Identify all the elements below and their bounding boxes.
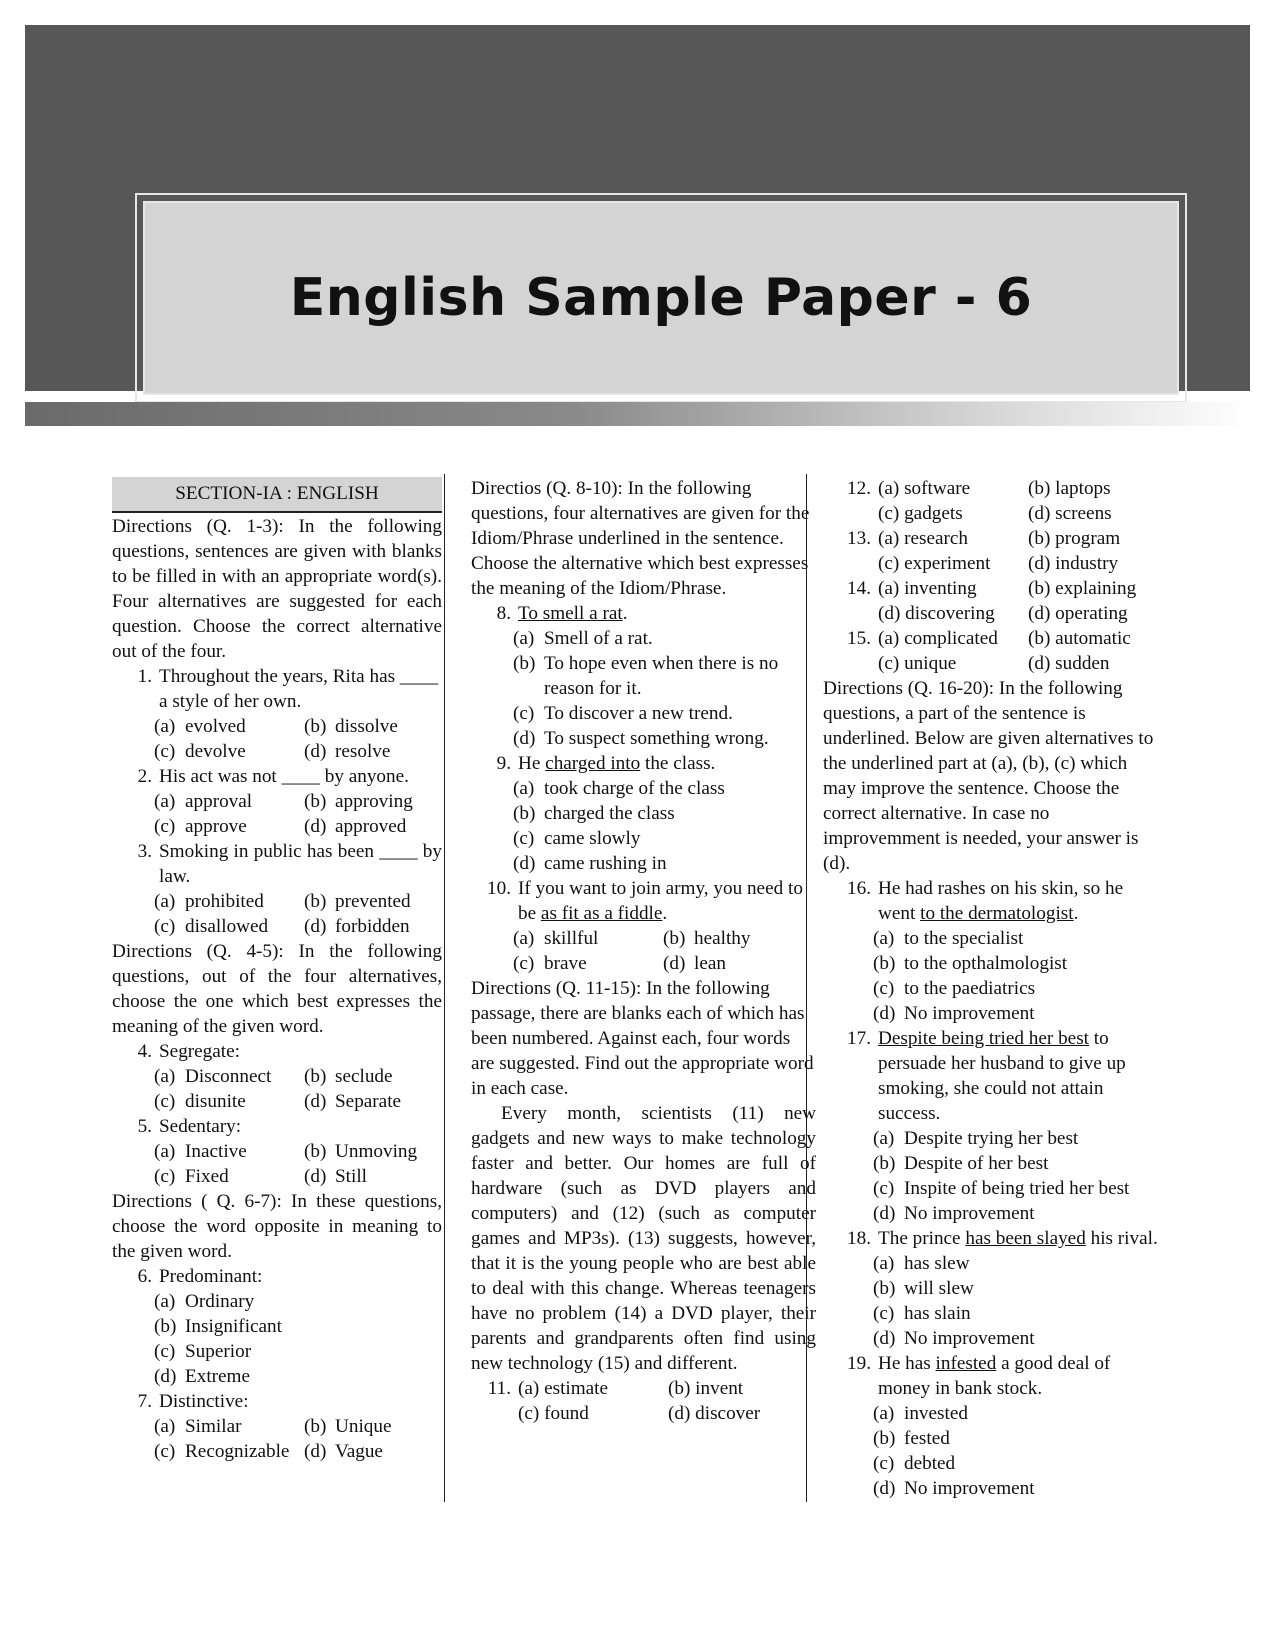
option-c: (c) devolve (154, 741, 246, 762)
title-box (143, 201, 1179, 395)
option-d: (d) To suspect something wrong. (513, 728, 769, 749)
option-a: (a) has slew (873, 1253, 970, 1274)
question-9: 9. He charged into the class. (496, 753, 716, 774)
directions-11-15: Directions (Q. 11-15): In the following passage, there are blanks each of which has been numbered. Against each, four words are suggested. Find out the appropriate word in each case. (471, 978, 814, 1099)
section-heading: SECTION-IA : ENGLISH (112, 477, 442, 513)
question-11: 11. (a) estimate (b) invent (487, 1378, 744, 1399)
option-d: (d) forbidden (304, 916, 410, 937)
option-d: (d) resolve (304, 741, 391, 762)
option-b: (b) Unique (304, 1416, 392, 1437)
options-row (112, 889, 442, 914)
options-row (112, 739, 442, 764)
option-b: (b) to the opthalmologist (873, 953, 1068, 974)
option-d: (d) No improvement (873, 1478, 1035, 1499)
option-a: (a) to the specialist (873, 928, 1024, 949)
option-d: (d) Still (304, 1166, 367, 1187)
option-a: (a) skillful (513, 928, 599, 949)
options-row (112, 1414, 442, 1439)
option-b: (b) prevented (304, 891, 411, 912)
option-d: (d) No improvement (873, 1328, 1035, 1349)
question-13: 13. (a) research (b) program (847, 528, 1121, 549)
options-row (471, 951, 816, 976)
question-10: 10. If you want to join army, you need to be as fit as a fiddle. (487, 878, 803, 924)
column-2 (471, 476, 816, 1426)
option-b: (b) healthy (663, 928, 751, 949)
question-13-row-2: (c) experiment (d) industry (878, 553, 1119, 574)
option-a: (a) prohibited (154, 891, 264, 912)
question-15-row-2: (c) unique (d) sudden (878, 653, 1110, 674)
option-a: (a) invested (873, 1403, 968, 1424)
question-7: 7. Distinctive: (137, 1391, 249, 1412)
directions-16-20: Directions (Q. 16-20): In the following questions, a part of the sentence is underlined. Below are given alternatives to the underlined part at (a), (b), (c) which may improve the sentence. Choose the correct alternative. In case no improvemment is needed, your answer is (d). (823, 678, 1154, 874)
question-18: 18. The prince has been slayed his rival. (847, 1228, 1158, 1249)
option-a: (a) took charge of the class (513, 778, 725, 799)
option-b: (b) fested (873, 1428, 950, 1449)
options-row (112, 1139, 442, 1164)
options-row (112, 789, 442, 814)
column-1 (112, 476, 442, 1464)
directions-1-3: Directions (Q. 1-3): In the following questions, sentences are given with blanks to be filled in with an appropriate word(s). Four alternatives are suggested for each question. Choose the correct alternative out of the four. (112, 516, 442, 662)
question-14: 14. (a) inventing (b) explaining (847, 578, 1137, 599)
question-6: 6. Predominant: (137, 1266, 263, 1287)
option-c: (c) came slowly (513, 828, 641, 849)
option-c: (c) to the paediatrics (873, 978, 1036, 999)
option-c: (c) brave (513, 953, 587, 974)
header-banner (25, 25, 1250, 391)
column-divider-1 (444, 474, 445, 1502)
option-b: (b) Unmoving (304, 1141, 418, 1162)
question-16: 16. He had rashes on his skin, so he went to the dermatologist. (847, 878, 1124, 924)
option-d: (d) No improvement (873, 1203, 1035, 1224)
question-1: 1. Throughout the years, Rita has ____ a style of her own. (137, 666, 439, 712)
title-frame (135, 193, 1187, 403)
option-a: (a) approval (154, 791, 253, 812)
options-row (112, 714, 442, 739)
question-17: 17. Despite being tried her best to persuade her husband to give up smoking, she could not attain success. (847, 1028, 1126, 1124)
question-19: 19. He has infested a good deal of money in bank stock. (847, 1353, 1111, 1399)
option-a: (a) Ordinary (154, 1291, 255, 1312)
directions-4-5: Directions (Q. 4-5): In the following questions, out of the four alternatives, choose the one which best expresses the meaning of the given word. (112, 941, 442, 1037)
option-c: (c) debted (873, 1453, 956, 1474)
question-15: 15. (a) complicated (b) automatic (847, 628, 1131, 649)
option-b: (b) charged the class (513, 803, 675, 824)
option-a: (a) evolved (154, 716, 246, 737)
question-14-row-2: (d) discovering (d) operating (878, 603, 1128, 624)
option-b: (b) will slew (873, 1278, 974, 1299)
option-b: (b) To hope even when there is no reason for it. (513, 653, 779, 699)
option-c: (c) Inspite of being tried her best (873, 1178, 1130, 1199)
option-d: (d) Extreme (154, 1366, 250, 1387)
option-b: (b) dissolve (304, 716, 398, 737)
option-a: (a) Despite trying her best (873, 1128, 1079, 1149)
option-c: (c) To discover a new trend. (513, 703, 733, 724)
option-d: (d) came rushing in (513, 853, 667, 874)
question-2: 2. His act was not ____ by anyone. (137, 766, 409, 787)
options-row (112, 1089, 442, 1114)
question-5: 5. Sedentary: (137, 1116, 242, 1137)
gradient-divider (25, 402, 1250, 426)
column-3 (823, 476, 1161, 1501)
options-row (471, 926, 816, 951)
option-d: (d) No improvement (873, 1003, 1035, 1024)
option-b: (b) Despite of her best (873, 1153, 1049, 1174)
option-c: (c) disunite (154, 1091, 246, 1112)
option-c: (c) disallowed (154, 916, 269, 937)
question-4: 4. Segregate: (137, 1041, 240, 1062)
option-c: (c) has slain (873, 1303, 971, 1324)
options-row (112, 1064, 442, 1089)
option-d: (d) approved (304, 816, 407, 837)
question-8: 8. To smell a rat. (496, 603, 628, 624)
option-d: (d) Separate (304, 1091, 402, 1112)
question-12-row-2: (c) gadgets (d) screens (878, 503, 1112, 524)
options-row (112, 914, 442, 939)
option-c: (c) approve (154, 816, 247, 837)
option-c: (c) Recognizable (154, 1441, 290, 1462)
page-title: English Sample Paper - 6 (289, 268, 1033, 328)
option-b: (b) seclude (304, 1066, 393, 1087)
options-row (112, 1439, 442, 1464)
option-d: (d) Vague (304, 1441, 383, 1462)
options-row (112, 1164, 442, 1189)
options-row (112, 814, 442, 839)
directions-6-7: Directions ( Q. 6-7): In these questions, choose the word opposite in meaning to the given word. (112, 1191, 442, 1262)
option-a: (a) Similar (154, 1416, 242, 1437)
option-c: (c) Superior (154, 1341, 252, 1362)
option-a: (a) Smell of a rat. (513, 628, 653, 649)
option-a: (a) Inactive (154, 1141, 247, 1162)
option-c: (c) Fixed (154, 1166, 229, 1187)
question-3: 3. Smoking in public has been ____ by law. (137, 841, 442, 887)
option-b: (b) Insignificant (154, 1316, 282, 1337)
question-11-row-2: (c) found (d) discover (518, 1403, 761, 1424)
option-b: (b) approving (304, 791, 413, 812)
option-a: (a) Disconnect (154, 1066, 272, 1087)
directions-8-10: Directios (Q. 8-10): In the following questions, four alternatives are given for the Idiom/Phrase underlined in the sentence. Choose the alternative which best expresses the meaning of the Idiom/Phrase. (471, 478, 810, 599)
passage: Every month, scientists (11) new gadgets and new ways to make technology faster and better. Our homes are full of hardware (such as DVD players and computers) and (12) (such as computer games and MP3s). (13) suggests, however, that it is the young people who are best able to deal with this change. Whereas teenagers have no problem (14) a DVD player, their parents and grandparents often find using new technology (15) and different. (471, 1103, 817, 1374)
question-12: 12. (a) software (b) laptops (847, 478, 1111, 499)
option-d: (d) lean (663, 953, 726, 974)
